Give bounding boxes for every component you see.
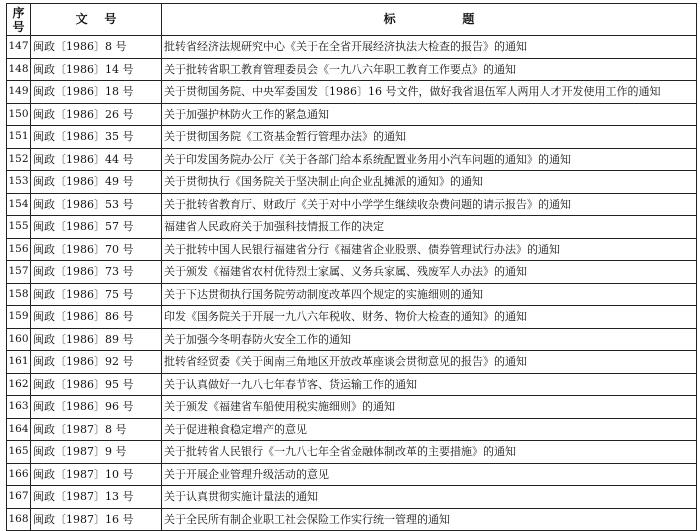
table-row <box>7 126 697 149</box>
document-title-cell: 关于促进粮食稳定增产的意见 <box>162 418 697 441</box>
document-title-cell: 关于批转省教育厅、财政厅《关于对中小学学生继续收杂费问题的请示报告》的通知 <box>162 193 697 216</box>
serial-number-cell: 157 <box>7 261 31 284</box>
table-row <box>7 373 697 396</box>
table-row <box>7 216 697 239</box>
header-serial-number: 序号 <box>7 4 31 36</box>
document-title-cell: 关于批转中国人民银行福建省分行《福建省企业股票、债券管理试行办法》的通知 <box>162 238 697 261</box>
document-title-cell: 关于认真贯彻实施计量法的通知 <box>162 486 697 509</box>
document-number-cell: 闽政〔1987〕13 号 <box>31 486 162 509</box>
table-row <box>7 283 697 306</box>
document-number-cell: 闽政〔1986〕95 号 <box>31 373 162 396</box>
table-row <box>7 463 697 486</box>
document-title-cell: 关于贯彻执行《国务院关于坚决制止向企业乱摊派的通知》的通知 <box>162 171 697 194</box>
serial-number-cell: 154 <box>7 193 31 216</box>
document-title-cell: 关于全民所有制企业职工社会保险工作实行统一管理的通知 <box>162 508 697 531</box>
header-row <box>7 4 697 36</box>
table-header <box>7 4 697 36</box>
serial-number-cell: 149 <box>7 81 31 104</box>
document-title-cell: 批转省经济法规研究中心《关于在全省开展经济执法大检查的报告》的通知 <box>162 36 697 59</box>
serial-number-cell: 148 <box>7 58 31 81</box>
document-number-cell: 闽政〔1986〕92 号 <box>31 351 162 374</box>
document-number-cell: 闽政〔1987〕16 号 <box>31 508 162 531</box>
serial-number-cell: 153 <box>7 171 31 194</box>
table-row <box>7 148 697 171</box>
table-row <box>7 171 697 194</box>
table-row <box>7 418 697 441</box>
serial-number-cell: 150 <box>7 103 31 126</box>
serial-number-cell: 165 <box>7 441 31 464</box>
document-title-cell: 关于下达贯彻执行国务院劳动制度改革四个规定的实施细则的通知 <box>162 283 697 306</box>
table-row <box>7 193 697 216</box>
document-title-cell: 关于加强护林防火工作的紧急通知 <box>162 103 697 126</box>
document-number-cell: 闽政〔1987〕8 号 <box>31 418 162 441</box>
document-title-cell: 关于批转省职工教育管理委员会《一九八六年职工教育工作要点》的通知 <box>162 58 697 81</box>
document-number-cell: 闽政〔1986〕70 号 <box>31 238 162 261</box>
table-row <box>7 351 697 374</box>
serial-number-cell: 152 <box>7 148 31 171</box>
document-title-cell: 关于认真做好一九八七年春节客、货运输工作的通知 <box>162 373 697 396</box>
serial-number-cell: 161 <box>7 351 31 374</box>
serial-number-cell: 156 <box>7 238 31 261</box>
document-number-cell: 闽政〔1986〕35 号 <box>31 126 162 149</box>
serial-number-cell: 158 <box>7 283 31 306</box>
document-number-cell: 闽政〔1986〕53 号 <box>31 193 162 216</box>
serial-number-cell: 167 <box>7 486 31 509</box>
document-number-cell: 闽政〔1987〕10 号 <box>31 463 162 486</box>
document-title-cell: 关于贯彻国务院、中央军委国发〔1986〕16 号文件，做好我省退伍军人两用人才开发使用工作的通知 <box>162 81 697 104</box>
serial-number-cell: 164 <box>7 418 31 441</box>
table-row <box>7 486 697 509</box>
serial-number-cell: 147 <box>7 36 31 59</box>
document-title-cell: 批转省经贸委《关于闽南三角地区开放改革座谈会贯彻意见的报告》的通知 <box>162 351 697 374</box>
table-row <box>7 306 697 329</box>
table-row <box>7 508 697 531</box>
serial-number-cell: 162 <box>7 373 31 396</box>
document-number-cell: 闽政〔1986〕49 号 <box>31 171 162 194</box>
table-row <box>7 261 697 284</box>
serial-number-cell: 168 <box>7 508 31 531</box>
document-number-cell: 闽政〔1986〕73 号 <box>31 261 162 284</box>
header-document-number: 文 号 <box>31 4 162 36</box>
document-number-cell: 闽政〔1986〕89 号 <box>31 328 162 351</box>
table-row <box>7 328 697 351</box>
serial-number-cell: 160 <box>7 328 31 351</box>
document-number-cell: 闽政〔1987〕9 号 <box>31 441 162 464</box>
document-title-cell: 福建省人民政府关于加强科技情报工作的决定 <box>162 216 697 239</box>
table-row <box>7 238 697 261</box>
document-number-cell: 闽政〔1986〕18 号 <box>31 81 162 104</box>
document-title-cell: 关于开展企业管理升级活动的意见 <box>162 463 697 486</box>
header-title: 标 题 <box>162 4 697 36</box>
document-title-cell: 关于贯彻国务院《工资基金暂行管理办法》的通知 <box>162 126 697 149</box>
serial-number-cell: 163 <box>7 396 31 419</box>
document-number-cell: 闽政〔1986〕8 号 <box>31 36 162 59</box>
table-row <box>7 36 697 59</box>
table-row <box>7 441 697 464</box>
document-number-cell: 闽政〔1986〕96 号 <box>31 396 162 419</box>
document-title-cell: 关于颁发《福建省车船使用税实施细则》的通知 <box>162 396 697 419</box>
document-title-cell: 关于印发国务院办公厅《关于各部门给本系统配置业务用小汽车问题的通知》的通知 <box>162 148 697 171</box>
document-title-cell: 关于批转省人民银行《一九八七年全省金融体制改革的主要措施》的通知 <box>162 441 697 464</box>
table-row <box>7 396 697 419</box>
document-title-cell: 印发《国务院关于开展一九八六年税收、财务、物价大检查的通知》的通知 <box>162 306 697 329</box>
document-index-table <box>6 3 697 531</box>
table-row <box>7 81 697 104</box>
document-title-cell: 关于颁发《福建省农村优待烈士家属、义务兵家属、残废军人办法》的通知 <box>162 261 697 284</box>
serial-number-cell: 151 <box>7 126 31 149</box>
table-row <box>7 58 697 81</box>
document-number-cell: 闽政〔1986〕86 号 <box>31 306 162 329</box>
table-body <box>7 36 697 531</box>
document-number-cell: 闽政〔1986〕57 号 <box>31 216 162 239</box>
document-number-cell: 闽政〔1986〕14 号 <box>31 58 162 81</box>
document-number-cell: 闽政〔1986〕44 号 <box>31 148 162 171</box>
serial-number-cell: 159 <box>7 306 31 329</box>
document-number-cell: 闽政〔1986〕26 号 <box>31 103 162 126</box>
table-row <box>7 103 697 126</box>
document-title-cell: 关于加强今冬明春防火安全工作的通知 <box>162 328 697 351</box>
document-number-cell: 闽政〔1986〕75 号 <box>31 283 162 306</box>
serial-number-cell: 166 <box>7 463 31 486</box>
serial-number-cell: 155 <box>7 216 31 239</box>
